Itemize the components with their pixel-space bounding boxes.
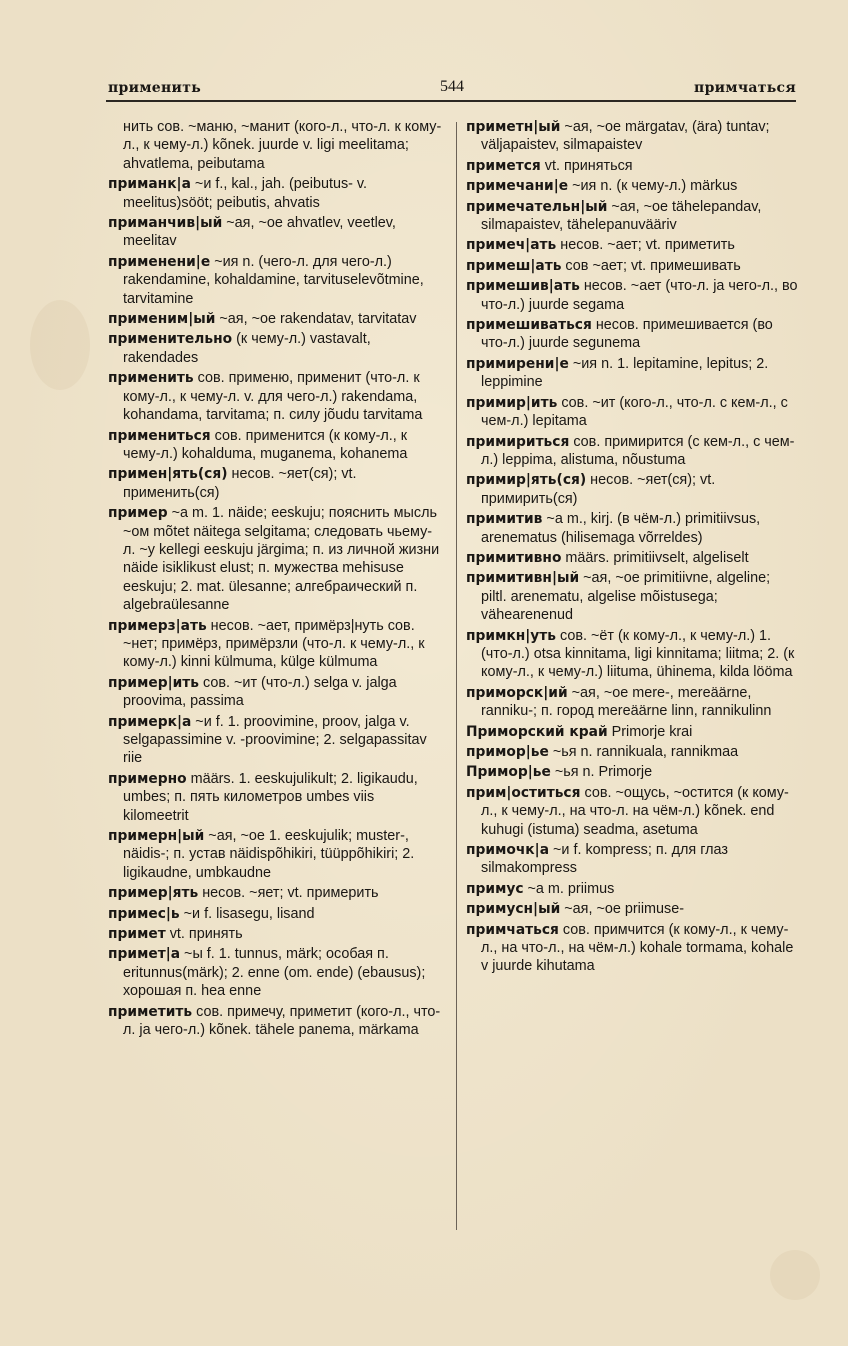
entry-headword: примчаться [466, 921, 559, 938]
entry-headword: примерз|ать [108, 617, 207, 634]
entry-definition: ~ья n. Primorje [550, 764, 653, 781]
dictionary-entry [466, 684, 798, 721]
entry-definition: сов. примчится (к кому-л., к чему-л., на что-л., на чём-л.) kohale tormama, kohale v juurde kihutama [481, 921, 794, 975]
entry-definition: ~и f., kal., jah. (peibutus- v. meelitus)sööt; peibutis, ahvatis [123, 176, 368, 211]
paper-stain [30, 300, 90, 390]
entry-headword: примениться [108, 427, 211, 444]
entry-definition: ~ья n. rannikuala, rannikmaa [548, 744, 739, 760]
entry-headword: применительно [108, 331, 233, 348]
dictionary-entry [108, 427, 442, 464]
dictionary-entry [466, 900, 798, 918]
dictionary-entry [108, 905, 442, 923]
entry-headword: примириться [466, 433, 570, 450]
dictionary-entry [108, 770, 442, 825]
entry-definition: несов. ~яет(ся); vt. применить(ся) [123, 466, 357, 501]
left-column [108, 118, 442, 1042]
right-column [466, 118, 798, 978]
dictionary-entry [108, 827, 442, 882]
entry-definition: ~ы f. 1. tunnus, märk; особая п. eritunnus(märk); 2. enne (om. ende) (ebausus); хорошая п. hea enne [123, 946, 426, 1000]
entry-headword: пример|ять [108, 885, 199, 902]
header-rule [106, 100, 796, 102]
dictionary-entry [108, 330, 442, 367]
entry-definition: ~ия n. (к чему-л.) märkus [568, 178, 738, 195]
dictionary-entry [108, 1003, 442, 1040]
entry-headword: приманчив|ый [108, 215, 223, 232]
entry-definition: vt. принять [165, 926, 243, 943]
entry-definition: несов. ~яет; vt. примерить [198, 885, 379, 902]
entry-headword: примерн|ый [108, 828, 205, 845]
dictionary-entry [108, 925, 442, 943]
entry-headword: примеч|ать [466, 237, 557, 254]
entry-definition: ~ая, ~ое priimuse- [560, 901, 685, 918]
entry-headword: примор|ье [466, 744, 549, 760]
entry-headword: примитив [466, 511, 543, 528]
dictionary-entry [466, 921, 798, 976]
dictionary-entry [108, 884, 442, 902]
entry-definition: сов. ~ит (что-л.) selga v. jalga proovima, passima [123, 674, 397, 710]
entry-definition: сов. применится (к кому-л., к чему-л.) kohalduma, muganema, kohanema [123, 427, 408, 462]
dictionary-entry [108, 713, 442, 768]
entry-definition: сов. примирится (с кем-л., с чем-л.) leppima, alistuma, nõustuma [481, 433, 795, 468]
entry-definition: ~и f. lisasegu, lisand [179, 905, 315, 922]
dictionary-entry [108, 253, 442, 308]
dictionary-entry [108, 617, 442, 672]
dictionary-entry [466, 841, 798, 878]
entry-definition: ~ая, ~ое 1. eeskujulik; muster-, näidis-; п. устав näidispõhikiri, tüüppõhikiri; 2. ligikaudne, umbkaudne [123, 828, 415, 881]
entry-definition: ~ая, ~ое rakendatav, tarvitatav [215, 311, 417, 328]
entry-headword: примир|ить [466, 394, 558, 411]
entry-definition: сов. применю, применит (что-л. к кому-л., к чему-л. v. для чего-л.) rakendama, kohandama, tarvitama; п. силу jõudu tarvitama [123, 370, 423, 424]
entry-definition: несов. примешивается (во что-л.) juurde segunema [481, 317, 773, 352]
entry-headword: пример|ить [108, 674, 200, 691]
entry-headword: Приморский край [466, 723, 608, 740]
entry-definition: несов. ~ает (что-л. ja чего-л., во что-л.) juurde segama [481, 278, 798, 313]
column-divider [456, 122, 457, 1230]
entry-definition: ~ая, ~ое mere-, mereäärne, ranniku-; п. город mereäärne linn, rannikulinn [481, 684, 772, 720]
entry-definition: несов. ~яет(ся); vt. примирить(ся) [481, 472, 716, 507]
entry-definition: ~ия n. 1. lepitamine, lepitus; 2. leppimine [481, 355, 769, 391]
entry-headword: примитивн|ый [466, 570, 580, 587]
dictionary-entry [466, 433, 798, 470]
entry-headword: примусн|ый [466, 901, 561, 918]
dictionary-entry [108, 465, 442, 502]
dictionary-entry [108, 369, 442, 424]
entry-definition: сов. примечу, приметит (кого-л., что-л. ja чего-л.) kõnek. tähele panema, märkama [123, 1003, 441, 1039]
entry-headword: примочк|а [466, 842, 550, 859]
entry-headword: примирени|е [466, 355, 569, 372]
dictionary-entry [466, 236, 798, 254]
entry-definition: нить сов. ~маню, ~манит (кого-л., что-л. к кому-л., к чему-л.) kõnek. juurde v. ligi meelitama; ahvatlema, peibutama [123, 119, 442, 172]
dictionary-entry [466, 394, 798, 431]
entry-definition: (к чему-л.) vastavalt, rakendades [123, 331, 371, 366]
entry-definition: несов. ~ает; vt. приметить [556, 237, 735, 254]
dictionary-entry [466, 355, 798, 392]
entry-headword: примечани|е [466, 178, 569, 195]
dictionary-entry [466, 177, 798, 195]
entry-definition: ~ая, ~ое tähelepandav, silmapaistev, tähelepanuvääriv [481, 198, 762, 234]
dictionary-entry [108, 310, 442, 328]
entry-definition: määrs. primitiivselt, algeliselt [561, 549, 749, 566]
dictionary-entry [108, 945, 442, 1000]
dictionary-entry [108, 175, 442, 212]
dictionary-entry [466, 763, 798, 781]
dictionary-entry [466, 743, 798, 761]
dictionary-entry [108, 118, 442, 173]
entry-headword: примешив|ать [466, 278, 580, 295]
dictionary-entry [466, 723, 798, 741]
entry-headword: приманк|а [108, 176, 191, 193]
entry-headword: применить [108, 370, 194, 387]
entry-headword: примется [466, 157, 541, 174]
entry-headword: примечательн|ый [466, 198, 608, 215]
dictionary-entry [466, 316, 798, 353]
dictionary-entry [466, 627, 798, 682]
entry-definition: сов ~ает; vt. примешивать [561, 257, 741, 274]
dictionary-entry [466, 510, 798, 547]
entry-headword: примет|а [108, 946, 181, 963]
dictionary-entry [466, 118, 798, 155]
entry-headword: приметить [108, 1003, 193, 1020]
entry-definition: vt. приняться [540, 157, 633, 174]
entry-headword: применим|ый [108, 311, 216, 328]
entry-definition: сов. ~ощусь, ~остится (к кому-л., к чему-л., на что-л. на чём-л.) kõnek. end kuhugi (istuma) seadma, asetuma [481, 784, 789, 838]
entry-headword: Примор|ье [466, 764, 551, 781]
dictionary-entry [466, 471, 798, 508]
entry-headword: примкн|уть [466, 627, 557, 644]
entry-definition: сов. ~ёт (к кому-л., к чему-л.) 1. (что-л.) otsa kinnitama, ligi kinnitama; liitma; 2. (к кому-л., к чему-л.) liituma, ühinema, kilda lööma [481, 627, 795, 681]
entry-definition: ~и f. 1. proovimine, proov, jalga v. selgapassimine v. -proovimine; 2. selgapassitav riie [123, 713, 427, 767]
entry-definition: сов. ~ит (кого-л., что-л. с кем-л., с чем-л.) lepitama [481, 394, 788, 430]
entry-headword: примес|ь [108, 905, 180, 922]
entry-definition: несов. ~ает, примёрз|нуть сов. ~нет; примёрз, примёрзли (что-л. к чему-л., к кому-л.) kinni külmuma, külge külmuma [123, 617, 425, 671]
dictionary-entry [466, 157, 798, 175]
entry-definition: ~ия n. (чего-л. для чего-л.) rakendamine, kohaldamine, tarvituselevõtmine, tarvitamine [123, 253, 424, 307]
dictionary-entry [466, 198, 798, 235]
dictionary-entry [466, 880, 798, 898]
entry-definition: ~а m., kirj. (в чём-л.) primitiivsus, arenematus (hilisemaga võrreldes) [481, 511, 761, 546]
entry-definition: ~а m. priimus [523, 880, 615, 897]
entry-definition: ~ая, ~ое ahvatlev, veetlev, meelitav [123, 215, 396, 250]
entry-headword: пример [108, 505, 168, 522]
dictionary-entry [108, 674, 442, 711]
paper-stain [770, 1250, 820, 1300]
dictionary-entry [108, 504, 442, 614]
entry-definition: ~ая, ~ое märgatav, (ära) tuntav; väljapaistev, silmapaistev [481, 119, 770, 154]
dictionary-entry [466, 784, 798, 839]
page-number: 544 [440, 78, 464, 95]
entry-headword: примитивно [466, 549, 562, 566]
entry-definition: ~и f. kompress; п. для глаз silmakompress [481, 842, 728, 877]
entry-headword: примир|ять(ся) [466, 472, 587, 489]
header-right-guide-word: примчаться [694, 80, 796, 96]
entry-headword: примерк|а [108, 713, 192, 730]
dictionary-entry [466, 549, 798, 567]
header-left-guide-word: применить [108, 80, 201, 96]
entry-definition: määrs. 1. eeskujulikult; 2. ligikaudu, umbes; п. пять километров umbes viis kilomeetrit [123, 770, 418, 824]
entry-headword: приметн|ый [466, 119, 561, 135]
entry-definition: Primorje krai [607, 723, 693, 740]
entry-headword: примеш|ать [466, 257, 562, 274]
dictionary-entry [466, 569, 798, 624]
entry-definition: ~ая, ~ое primitiivne, algeline; piltl. arenematu, algelise mõistusega; vähearenenud [481, 570, 771, 624]
entry-headword: примус [466, 880, 524, 897]
dictionary-entry [466, 277, 798, 314]
dictionary-entry [108, 214, 442, 251]
entry-headword: примен|ять(ся) [108, 466, 228, 483]
entry-headword: примет [108, 926, 166, 943]
entry-headword: прим|оститься [466, 784, 581, 801]
entry-definition: ~а m. 1. näide; eeskuju; пояснить мысль ~ом mõtet näitega selgitama; следовать чьему-л. ~у kellegi eeskuju järgima; п. из личной жизни näide isiklikust elust; п. мужества mehisuse eeskuju; 2. mat. ülesanne; алгебраический п. algebraülesanne [123, 505, 440, 614]
dictionary-entry [466, 257, 798, 275]
entry-headword: примешиваться [466, 317, 592, 334]
entry-headword: приморск|ий [466, 684, 568, 701]
entry-headword: применени|е [108, 253, 211, 270]
entry-headword: примерно [108, 770, 187, 787]
page-header [108, 76, 796, 100]
